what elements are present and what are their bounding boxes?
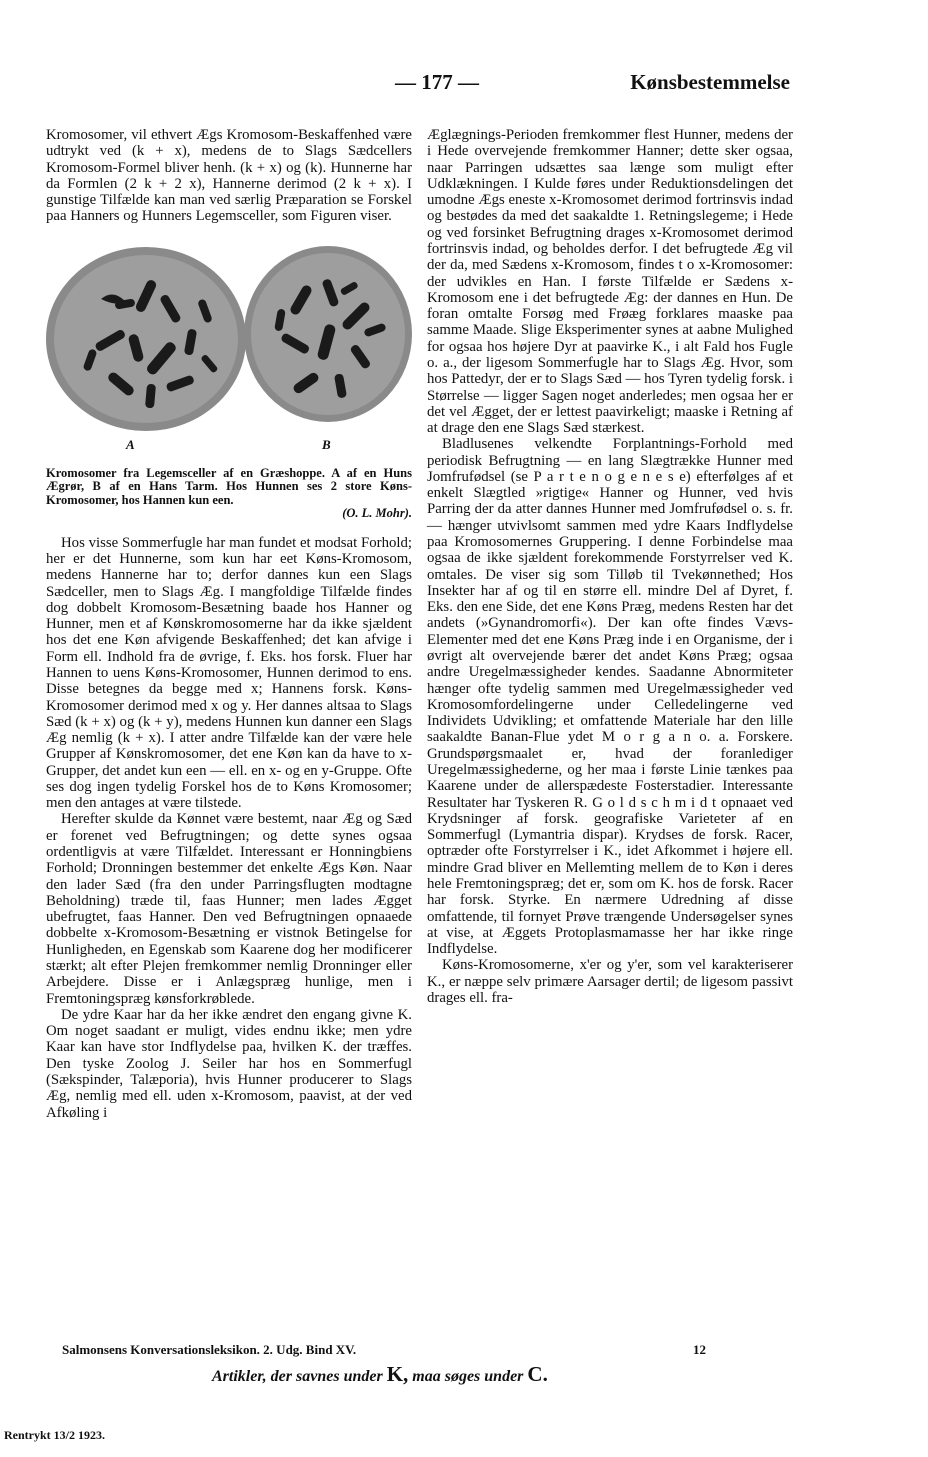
notice-text-1: Artikler, der savnes under	[212, 1368, 383, 1385]
reprint-note: Rentrykt 13/2 1923.	[4, 1428, 105, 1442]
figure-caption-text: Kromosomer fra Legemsceller af en Græshoppe. A af en Huns Ægrør, B af en Hans Tarm. Hos Hunnen ses 2 store Køns-Kromosomer, hos Hannen kun een.	[46, 465, 412, 507]
figure-credit: (O. L. Mohr).	[342, 506, 412, 521]
chromosome-illustration	[46, 239, 412, 439]
page-header	[40, 70, 790, 100]
running-title: Kønsbestemmelse	[630, 70, 790, 94]
paragraph: Bladlusenes velkendte Forplantnings-Forhold med periodisk Befrugtning — en lang Slægtrække Hunner med Jomfrufødsel (se P a r t e n o g e n e s e) efterfølges af et enkelt Slægtled »rigtige« Hanner og Hunner, ved hvis Parring der da atter dannes Hunner med Jomfrufødsel o. s. fr. — hænger utvivlsomt sammen med ydre Kaars Indflydelse paa Kromosomernes Gruppering. I denne Forbindelse maa ogsaa de ikke sjældent forekommende Forstyrrelser ved K. omtales. De viser sig som Tilløb til Tvekønnethed; Hos Insekter har af og til en større ell. mindre Del af Dyret, f. Eks. den ene Side, det ene Køns Præg, medens Resten har det andets (»Gynandromorfi«). Der kan ofte findes Vævs-Elementer med det ene Køns Præg inde i en Organisme, der i øvrigt alt overvejende bærer det andet Køns Præg; ogsaa andre Uregelmæssigheder kendes. Saadanne Abnormiteter hænger ofte tydelig sammen med Uregelmæssigheder ved Kromosomfordelingerne under Celledelingerne ved Individets Udvikling; et omfattende Materiale har den lille saakaldte Banan-Flue ydet M o r g a n o. a. Forskere. Grundspørgsmaalet er, hvad der foranlediger Uregelmæssighederne, og her maa i første Linie tænkes paa Kaarene under de allerspædeste Fosterstadier. Interessante Resultater har Tyskeren R. G o l d s c h m i d t opnaaet ved Krydsninger af forsk. geografiske Varieteter af en Sommerfugl (Lymantria dispar). Krydses de forsk. Racer, optræder ofte Forstyrrelser i K., idet Afkommet i højere ell. mindre Grad bliver en Mellemting mellem de to Køn i deres hele Fremtoningspræg; det er, som om K. hos de forsk. Racer har forsk. Styrke. En nærmere Udredning af disse omfattende, til fornyet Prøve trængende Undersøgelser synes at vise, at Æggets Protoplasmamasse her har ikke ringe Indflydelse.	[427, 436, 793, 958]
chromosome-figure	[46, 239, 412, 467]
right-column	[427, 127, 793, 1006]
notice-letter-c: C.	[527, 1362, 548, 1386]
page-number: — 177 —	[395, 70, 479, 94]
left-column	[46, 127, 412, 1121]
paragraph: Hos visse Sommerfugle har man fundet et modsat Forhold; her er det Hunnerne, som kun har eet Køns-Kromosom, medens Hannerne har to; derfor dannes kun een Slags Sædceller, men to Slags Æg. I mangfoldige Tilfælde findes dog dobbelt Kromosom-Besætning baade hos Hanner og Hunner, men et af Kønskromosomerne har da ikke sjældent hos det ene Køn afvigende Beskaffenhed; det kan afvige i Form ell. Indhold fra de øvrige, f. Eks. hos forsk. Fluer har Hannen to uens Køns-Kromosomer, Hunnen derimod to ens. Disse betegnes da begge med x; Hannens forsk. Køns-Kromosomer derimod med x og y. Her dannes altsaa to Slags Sæd (k + x) og (k + y), medens Hunnen kun danner een Slags Æg nemlig (k + x). I atter andre Tilfælde kan der være hele Grupper af Kønskromosomer, det ene Køn kan da have to x-Grupper, det andet kun een — ell. en x- og en y-Gruppe. Ofte ses dog ingen tydelig Forskel hos de to Køns Kromosomer; men den antages at være tilstede.	[46, 534, 412, 812]
paragraph: Kromosomer, vil ethvert Ægs Kromosom-Beskaffenhed være udtrykt ved (k + x), medens de to Slags Sædcellers Kromosom-Formel bliver henh. (k + x) og (k). Hunnerne har da Formlen (2 k + 2 x), Hannerne derimod (2 k + x). I gunstige Tilfælde kan man ved særlig Præparation se Forskel paa Hanners og Hunners Legemsceller, som Figuren viser.	[46, 127, 412, 225]
paragraph: Herefter skulde da Kønnet være bestemt, naar Æg og Sæd er forenet ved Befrugtningen; og dette synes ogsaa ordentligvis at være Tilfældet. Interessant er Honningbiens Forhold; Dronningen bestemmer det enkelte Ægs Køn. Naar den lader Sæd (fra den under Parringsflugten modtagne Beholdning) træde til, faas Hunner; men lades Ægget ubefrugtet, faas Hanner. Den ved Befrugtningen opnaaede dobbelte x-Kromosom-Besætning er vistnok Betingelse for Hunligheden, en Egenskab som Kaarene dog her modificerer stærkt; alt efter Plejen fremkommer nemlig Dronninger eller Arbejdere. Disse er i Anlægspræg hunlige, men i Fremtoningspræg kønsforkrøblede.	[46, 811, 412, 1007]
signature-number: 12	[693, 1342, 706, 1357]
paragraph: Æglægnings-Perioden fremkommer flest Hunner, medens der i Hede overvejende fremkommer Hanner; dette sker ogsaa, naar Parringen udsættes saa længe som muligt efter Udklækningen. I Kulde føres under Reduktionsdelingen det umodne Ægs eneste x-Kromosomet derimod fortrinsvis indad og bestødes da med det saakaldte 1. Retningslegeme; i Hede og ved forsinket Befrugtning drages x-Kromosomet derimod fortrinsvis indad, og beholdes derfor. I det befrugtede Æg vil der da, med Sædens x-Kromosom, findes t o x-Kromosomer: der udvikles en Han. I første Tilfælde er Sædens x-Kromosom ene i det befrugtede Æg: der dannes en Hun. De foran omtalte Forsøg med Frøæg forklares maaske paa samme Maade. Slige Eksperimenter synes at aabne Mulighed for ogsaa hos højere Dyr at paavirke K., i alt Fald hos Fugle o. a., der ligesom Sommerfugle har to Slags Æg. Hvor, som hos Pattedyr, der er to Slags Sæd — hos Tyren tydelig forsk. i Størrelse — ligger Sagen noget anderledes; men ogsaa her er det vel Ægget, der er lettest paavirkeligt; maaske i Retning af at drage den ene Slags Sæd stærkest.	[427, 127, 793, 437]
paragraph: Køns-Kromosomerne, x'er og y'er, som vel karakteriserer K., er næppe selv primære Aarsager dertil; de ligesom passivt drages ell. fra-	[427, 957, 793, 1006]
figure-label-a: A	[126, 436, 135, 452]
paragraph: De ydre Kaar har da her ikke ændret den engang givne K. Om noget saadant er muligt, vides endnu ikke; men ydre Kaar kan have stor Indflydelse paa, hvilken K. der træffes. Den tyske Zoolog J. Seiler har hos en Sommerfugl (Sækspinder, Talæporia), hvis Hunner producerer to Slags Æg, nemlig med ell. uden x-Kromosom, paavist, at der ved Afkøling i	[46, 1006, 412, 1121]
figure-caption	[46, 467, 412, 521]
notice-letter-k: K,	[386, 1362, 409, 1386]
publication-line: Salmonsens Konversationsleksikon. 2. Udg. Bind XV.	[62, 1342, 357, 1357]
notice-text-2: maa søges under	[412, 1368, 524, 1385]
figure-label-b: B	[322, 436, 331, 452]
cross-reference-notice	[212, 1362, 548, 1387]
